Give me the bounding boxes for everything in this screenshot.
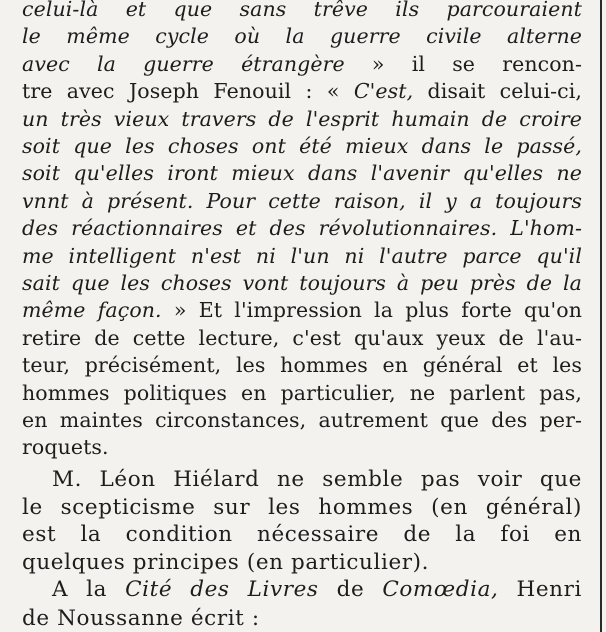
para1-line-16 — [22, 407, 582, 434]
para1-line-4 — [22, 78, 582, 105]
para1-line-3 — [22, 51, 582, 78]
text-run: un très vieux travers de l'esprit humain de croire — [22, 106, 582, 131]
text-run: soit qu'elles iront mieux dans l'avenir qu'elles ne — [22, 161, 582, 186]
para1-line-6 — [22, 133, 582, 160]
para1-line-7 — [22, 160, 582, 187]
text-run: le scepticisme sur les hommes (en général) — [22, 494, 582, 520]
para1-line-10 — [22, 243, 582, 270]
text-run: Comœdia, — [382, 577, 499, 602]
para1-line-13 — [22, 325, 582, 352]
text-run: quelques principes (en particulier). — [22, 549, 430, 575]
text-run: hommes politiques en particulier, ne parlent pas, — [22, 380, 582, 405]
para1-line-12 — [22, 297, 582, 324]
text-run: » il se rencon- — [344, 51, 582, 76]
text-run: en maintes circonstances, autrement que des per- — [22, 408, 582, 432]
column-rule — [600, 0, 602, 632]
text-run: » Et l'impression la plus forte qu'on — [161, 298, 582, 323]
text-run: des réactionnaires et des révolutionnaires. L'hom- — [22, 216, 582, 241]
text-run: le même cycle où la guerre civile alterne — [22, 24, 582, 49]
text-run: sait que les choses vont toujours à peu près de la — [22, 271, 582, 295]
para3-line-1 — [52, 576, 582, 603]
text-run: de Noussanne écrit : — [22, 606, 260, 631]
text-run: C'est, — [353, 79, 414, 104]
para1-line-11 — [22, 270, 582, 297]
text-run: disait celui-ci, — [413, 79, 582, 104]
text-run: même façon. — [22, 298, 162, 323]
para1-line-15 — [22, 380, 582, 407]
text-run: vnnt à présent. Pour cette raison, il y a toujours — [22, 188, 582, 213]
text-run: celui-là et que sans trêve ils parcouraient — [22, 0, 582, 21]
para1-line-5 — [22, 106, 582, 133]
text-run: M. Léon Hiélard ne semble pas voir que — [52, 467, 582, 492]
para2-line-2 — [22, 494, 582, 521]
text-run: roquets. — [22, 435, 109, 460]
para1-line-17 — [22, 434, 582, 461]
text-run: tre avec Joseph Fenouil : « — [22, 79, 354, 104]
para1-line-14 — [22, 352, 582, 379]
para1-line-2 — [22, 23, 582, 50]
text-run: Cité des Livres — [125, 577, 319, 602]
text-run: avec la guerre étrangère — [22, 51, 345, 76]
para1-line-9 — [22, 215, 582, 242]
para1-line-1 — [22, 0, 582, 23]
text-run: me intelligent n'est ni l'un ni l'autre parce qu'il — [22, 243, 582, 268]
para3-line-2 — [22, 605, 582, 632]
text-run: retire de cette lecture, c'est qu'aux yeux de l'au- — [22, 325, 582, 350]
para1-line-8 — [22, 188, 582, 215]
para2-line-1 — [52, 466, 582, 493]
text-run: de — [318, 577, 383, 602]
text-run: A la — [52, 577, 126, 602]
text-run: soit que les choses ont été mieux dans le passé, — [22, 134, 582, 158]
text-run: est la condition nécessaire de la foi en — [22, 522, 582, 547]
para2-line-3 — [22, 521, 582, 548]
para2-line-4 — [22, 549, 582, 576]
text-run: Henri — [498, 577, 582, 602]
text-run: teur, précisément, les hommes en général et les — [22, 353, 582, 378]
